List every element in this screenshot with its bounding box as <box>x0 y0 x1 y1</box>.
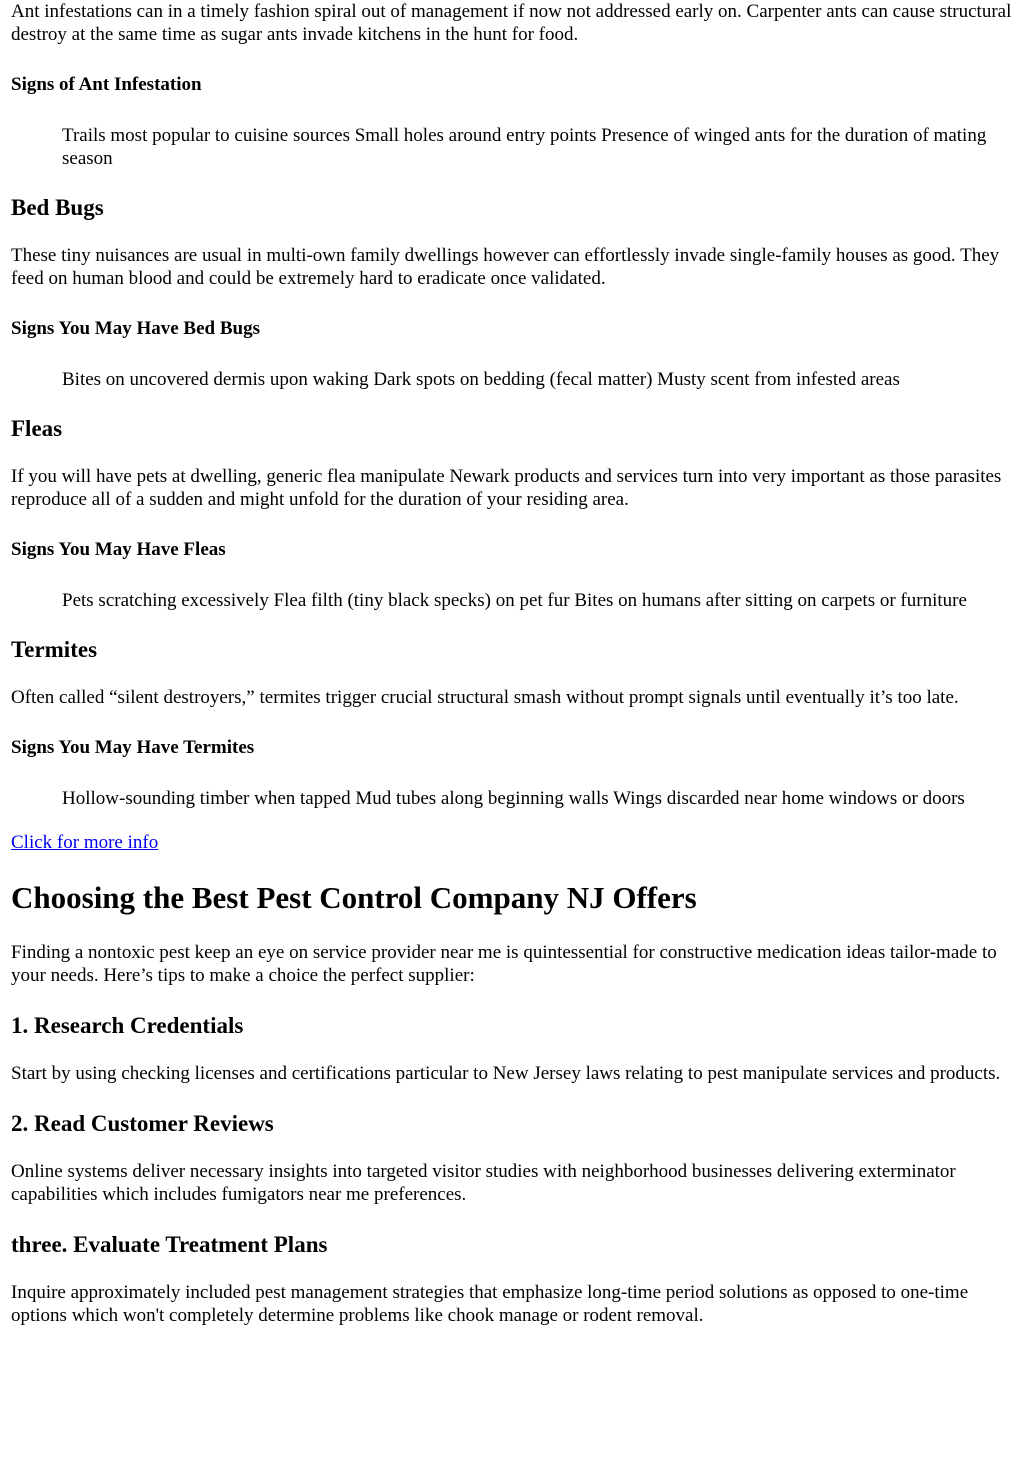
termites-signs-list: Hollow-sounding timber when tapped Mud tubes along beginning walls Wings discarded near home windows or doors <box>62 788 965 809</box>
bed-bugs-heading: Bed Bugs <box>11 195 104 220</box>
bed-bugs-intro: These tiny nuisances are usual in multi-own family dwellings however can effortlessly invade single-family houses as good. They feed on human blood and could be extremely hard to eradicate once validated. <box>11 245 1000 289</box>
step-2-text: Online systems deliver necessary insights into targeted visitor studies with neighborhood businesses delivering exterminator capabilities which includes fumigators near me preferences. <box>11 1161 956 1205</box>
choosing-heading: Choosing the Best Pest Control Company NJ Offers <box>11 880 697 915</box>
ants-signs-heading: Signs of Ant Infestation <box>11 74 202 95</box>
more-info-link[interactable]: Click for more info <box>11 832 159 853</box>
fleas-signs-list: Pets scratching excessively Flea filth (tiny black specks) on pet fur Bites on humans after sitting on carpets or furniture <box>62 590 967 611</box>
more-info-paragraph <box>11 831 1013 854</box>
termites-signs-heading: Signs You May Have Termites <box>11 737 255 758</box>
fleas-heading: Fleas <box>11 416 63 441</box>
step-3-text: Inquire approximately included pest management strategies that emphasize long-time period solutions as opposed to one-time options which won't completely determine problems like chook manage or rodent removal. <box>11 1282 969 1326</box>
ants-signs-list: Trails most popular to cuisine sources Small holes around entry points Presence of winged ants for the duration of mating season <box>62 125 987 169</box>
choosing-intro: Finding a nontoxic pest keep an eye on service provider near me is quintessential for constructive medication ideas tailor-made to your needs. Here’s tips to make a choice the perfect supplier: <box>11 942 997 986</box>
fleas-signs-heading: Signs You May Have Fleas <box>11 539 226 560</box>
step-1-text: Start by using checking licenses and certifications particular to New Jersey laws relating to pest manipulate services and products. <box>11 1063 1001 1084</box>
ants-intro: Ant infestations can in a timely fashion spiral out of management if now not addressed early on. Carpenter ants can cause structural destroy at the same time as sugar ants invade kitchens in the hunt for food. <box>11 1 1012 45</box>
step-3-heading: three. Evaluate Treatment Plans <box>11 1232 328 1257</box>
termites-heading: Termites <box>11 637 98 662</box>
bed-bugs-signs-heading: Signs You May Have Bed Bugs <box>11 318 260 339</box>
step-1-heading: 1. Research Credentials <box>11 1013 244 1038</box>
step-2-heading: 2. Read Customer Reviews <box>11 1111 274 1136</box>
termites-intro: Often called “silent destroyers,” termites trigger crucial structural smash without prompt signals until eventually it’s too late. <box>11 687 959 708</box>
fleas-intro: If you will have pets at dwelling, generic flea manipulate Newark products and services turn into very important as those parasites reproduce all of a sudden and might unfold for the duration of your residing area. <box>11 466 1002 510</box>
bed-bugs-signs-list: Bites on uncovered dermis upon waking Dark spots on bedding (fecal matter) Musty scent from infested areas <box>62 369 900 390</box>
